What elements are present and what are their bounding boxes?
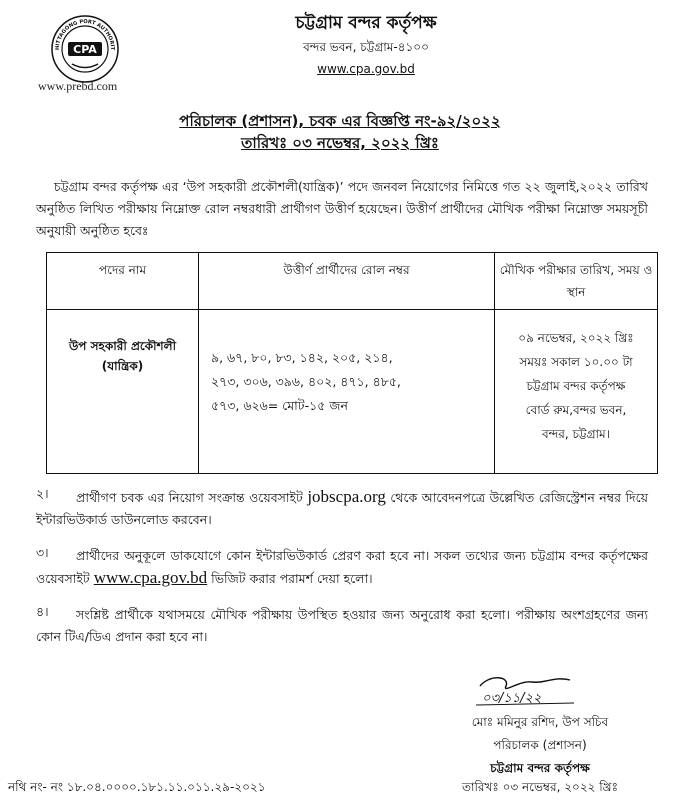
- table-row: [47, 310, 658, 474]
- watermark-text: www.prebd.com: [38, 79, 118, 93]
- signer-designation: পরিচালক (প্রশাসন): [493, 738, 587, 752]
- schedule-venue-3: বন্দর, চট্টগ্রাম।: [541, 427, 610, 441]
- cpa-website-link[interactable]: www.cpa.gov.bd: [93, 568, 208, 587]
- cell-rolls: [199, 310, 495, 474]
- org-name: চট্টগ্রাম বন্দর কর্তৃপক্ষ: [295, 13, 437, 33]
- schedule-venue-1: চট্টগ্রাম বন্দর কর্তৃপক্ষ: [526, 379, 626, 393]
- para4-number: ৪।: [36, 604, 49, 619]
- para3-number: ৩।: [36, 545, 49, 560]
- schedule-date: ০৯ নভেম্বর, ২০২২ খ্রিঃ: [518, 331, 634, 345]
- para2-text: [36, 486, 648, 531]
- post-name: উপ সহকারী প্রকৌশলী: [68, 339, 177, 353]
- cell-post: [47, 310, 199, 474]
- header-rolls: উত্তীর্ণ প্রার্থীদের রোল নম্বর: [199, 253, 495, 310]
- logo-ring-text: HITTAGONG PORT AUTHORIT: [54, 18, 116, 51]
- schedule-time: সময়ঃ সকাল ১০.০০ টা: [519, 355, 633, 369]
- signature-date: ০৩/১১/২২: [482, 691, 542, 706]
- table-header-row: [47, 253, 658, 310]
- para3-text: [36, 545, 648, 590]
- cell-schedule: [495, 310, 658, 474]
- notice-date: তারিখঃ ০৩ নভেম্বর, ২০২২ খ্রিঃ: [241, 134, 439, 152]
- header-post: পদের নাম: [47, 253, 199, 310]
- schedule-venue-2: বোর্ড রুম,বন্দর ভবন,: [525, 403, 627, 417]
- jobscpa-link[interactable]: jobscpa.org: [307, 487, 386, 506]
- para2-text-after: থেকে আবেদনপত্রে উল্লেখিত রেজিস্ট্রেশন নম্বর দিয়ে ইন্টারভিউকার্ড ডাউনলোড করবেন।: [36, 490, 648, 527]
- para3-text-before: প্রার্থীদের অনুকূলে ডাকযোগে কোন ইন্টারভিউকার্ড প্রেরণ করা হবে না। সকল তথ্যের জন্য চট্টগ্রাম বন্দর কর্তৃপক্ষের ওয়েবসাইট: [36, 548, 648, 586]
- post-type: (যান্ত্রিক): [101, 359, 144, 373]
- rolls-line-1: ৯, ৬৭, ৮০, ৮৩, ১৪২, ২০৫, ২১৪,: [211, 350, 393, 365]
- signer-name: মোঃ মমিনুর রশিদ, উপ সচিব: [471, 715, 609, 729]
- header-schedule: মৌখিক পরীক্ষার তারিখ, সময় ও স্থান: [495, 253, 658, 310]
- logo-monogram: CPA: [73, 43, 97, 56]
- org-address: বন্দর ভবন, চট্টগ্রাম-৪১০০: [303, 40, 429, 54]
- signer-date: তারিখঃ ০৩ নভেম্বর, ২০২২ খ্রিঃ: [461, 780, 619, 794]
- rolls-line-2: ২৭৩, ৩০৬, ৩৯৬, ৪০২, ৪৭১, ৪৮৫,: [211, 374, 401, 389]
- cpa-logo: [50, 14, 120, 84]
- file-number: নথি নং- নং ১৮.০৪.০০০০.১৮১.১১.০১১.২৯-২০২১: [8, 780, 266, 794]
- signer-office: চট্টগ্রাম বন্দর কর্তৃপক্ষ: [490, 761, 590, 775]
- para2-number: ২।: [36, 486, 49, 501]
- para4-text: সংশ্লিষ্ট প্রার্থীকে যথাসময়ে মৌখিক পরীক্ষায় উপস্থিত হওয়ার জন্য অনুরোধ করা হলো। পরীক্ষায় অংশগ্রহণের জন্য কোন টিএ/ডিএ প্রদান করা হবে না।: [36, 607, 648, 644]
- intro-paragraph: চট্টগ্রাম বন্দর কর্তৃপক্ষ এর ‘উপ সহকারী প্রকৌশলী(যান্ত্রিক)’ পদে জনবল নিয়োগের নিমিত্তে গত ২২ জুলাই,২০২২ তারিখ অনুষ্ঠিত লিখিত পরীক্ষায় নিম্নোক্ত রোল নম্বরধারী প্রার্থীগণ উত্তীর্ণ হয়েছেন। উত্তীর্ণ প্রার্থীদের মৌখিক পরীক্ষা নিম্নোক্ত সময়সূচী অনুযায়ী অনুষ্ঠিত হবেঃ: [36, 179, 648, 238]
- org-website-link[interactable]: www.cpa.gov.bd: [317, 62, 415, 76]
- para2-text-before: প্রার্থীগণ চবক এর নিয়োগ সংক্রান্ত ওয়েবসাইট: [76, 490, 308, 505]
- notice-title: পরিচালক (প্রশাসন), চবক এর বিজ্ঞপ্তি নং-৯২/২০২২: [179, 112, 501, 130]
- handwritten-signature: [470, 672, 580, 708]
- para3-text-after: ভিজিট করার পরামর্শ দেয়া হলো।: [207, 571, 373, 586]
- rolls-line-3: ৫৭৩, ৬২৬= মোট-১৫ জন: [211, 398, 348, 413]
- viva-schedule-table: [46, 252, 658, 474]
